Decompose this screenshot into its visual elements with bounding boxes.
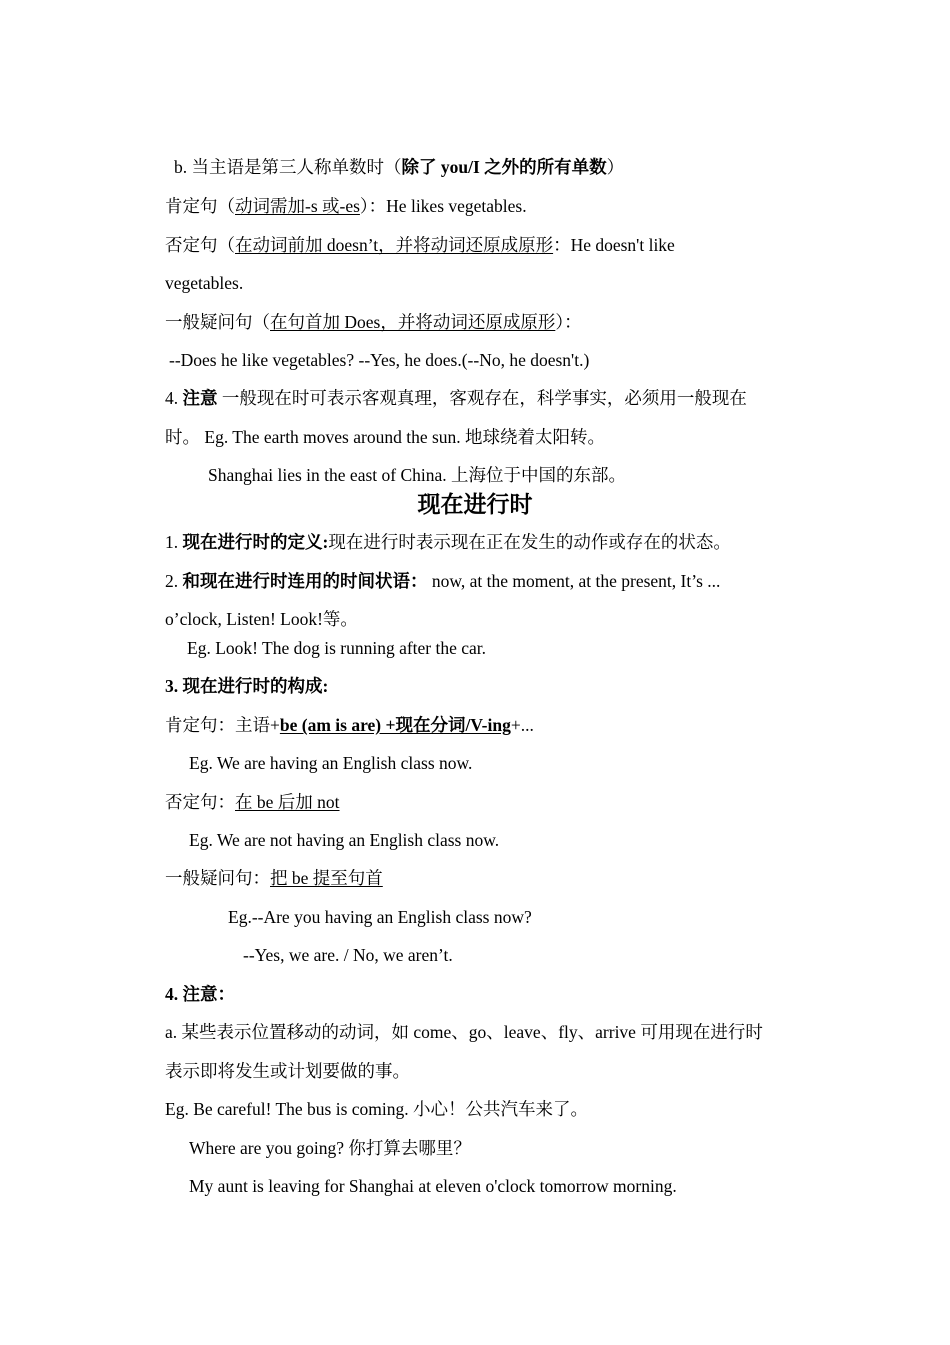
time-example: Eg. Look! The dog is running after the car. [187, 638, 487, 658]
note-a-cont: 表示即将发生或计划要做的事。 [165, 1061, 410, 1081]
note4-cont: 时。 Eg. The earth moves around the sun. 地球绕着太阳转。 [165, 427, 606, 447]
note-example1: Eg. Be careful! The bus is coming. 小心！公共汽车来了。 [165, 1099, 589, 1119]
neg-label: 否定句（ [165, 235, 235, 255]
section-b-intro [174, 156, 624, 178]
time-text: now, at the moment, at the present, It’s ... [427, 571, 721, 591]
section-title: 现在进行时 [417, 492, 533, 518]
prog-affirmative [165, 714, 534, 736]
prog-q-rule: 把 be 提至句首 [270, 868, 383, 888]
intro-emphasis: 除了 you/I 之外的所有单数 [401, 157, 607, 177]
aff-example: ）：He likes vegetables. [359, 196, 527, 216]
note4-example2: Shanghai lies in the east of China. 上海位于中国的东部。 [208, 465, 627, 485]
time-label: 和现在进行时连用的时间状语： [182, 571, 428, 591]
def-label: 现在进行时的定义: [182, 532, 329, 552]
note4-heading: 4. 注意： [165, 984, 235, 1004]
prog-q-label: 一般疑问句： [165, 868, 270, 888]
def-text: 现在进行时表示现在正在发生的动作或存在的状态。 [328, 532, 731, 552]
prog-aff-label: 肯定句：主语+ [165, 715, 280, 735]
intro-text: b. 当主语是第三人称单数时（ [174, 157, 402, 177]
aff-label: 肯定句（ [165, 196, 235, 216]
time-num: 2. [165, 571, 183, 591]
negative-rule [165, 234, 675, 256]
prog-aff-tail: +... [510, 715, 534, 735]
time-adverbials-cont: o’clock, Listen! Look!等。 [165, 609, 358, 629]
structure-heading: 3. 现在进行时的构成: [165, 676, 329, 696]
note4-simple [165, 387, 747, 409]
note-a: a. 某些表示位置移动的动词，如 come、go、leave、fly、arrive 可用现在进行时 [165, 1022, 763, 1042]
q-rule: 在句首加 Does，并将动词还原成原形 [270, 312, 556, 332]
negative-rule-cont: vegetables. [165, 273, 244, 293]
aff-rule: 动词需加-s 或-es [235, 196, 360, 216]
time-adverbials [165, 570, 720, 592]
note-num: 4. [165, 388, 183, 408]
prog-aff-example: Eg. We are having an English class now. [189, 753, 473, 773]
definition [165, 531, 731, 553]
note-example3: My aunt is leaving for Shanghai at eleven o'clock tomorrow morning. [189, 1176, 677, 1196]
prog-question [165, 867, 383, 889]
note-text: 一般现在时可表示客观真理，客观存在，科学事实，必须用一般现在 [217, 388, 747, 408]
q-close: ）： [555, 312, 582, 332]
q-label: 一般疑问句（ [165, 312, 270, 332]
prog-neg-rule: 在 be 后加 not [235, 792, 340, 812]
prog-q-example1: Eg.--Are you having an English class now? [228, 907, 532, 927]
affirmative-rule [165, 195, 527, 217]
note-example2: Where are you going? 你打算去哪里？ [189, 1138, 471, 1158]
prog-q-example2: --Yes, we are. / No, we aren’t. [243, 945, 453, 965]
prog-neg-example: Eg. We are not having an English class now. [189, 830, 500, 850]
question-rule [165, 311, 582, 333]
prog-aff-formula: be (am is are) +现在分词/V-ing [279, 715, 511, 735]
def-num: 1. [165, 532, 183, 552]
prog-neg-label: 否定句： [165, 792, 235, 812]
prog-negative [165, 791, 340, 813]
neg-example: ：He doesn't like [553, 235, 675, 255]
note-label: 注意 [182, 388, 218, 408]
intro-close: ） [606, 157, 625, 177]
question-example: --Does he like vegetables? --Yes, he does.(--No, he doesn't.) [169, 350, 590, 370]
neg-rule: 在动词前加 doesn’t，并将动词还原成原形 [235, 235, 554, 255]
